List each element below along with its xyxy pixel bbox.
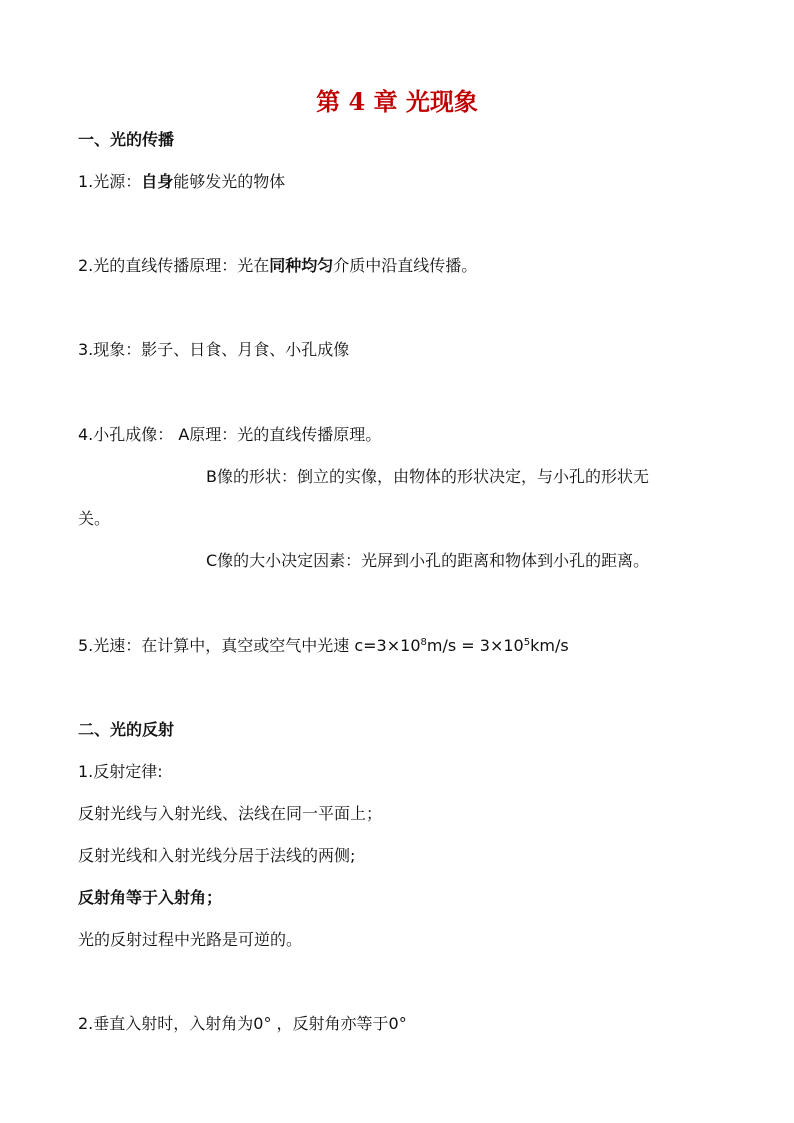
s2-law1: 反射光线与入射光线、法线在同一平面上； bbox=[78, 804, 383, 823]
s1-item4-b: B像的形状：倒立的实像，由物体的形状决定，与小孔的形状无 bbox=[206, 467, 649, 486]
s1-item4-b-cont: 关。 bbox=[78, 509, 111, 528]
s1-item2-bold: 同种均匀 bbox=[269, 256, 334, 275]
s1-item5-mid: m/s = 3×10 bbox=[426, 636, 524, 655]
section1-heading: 一、光的传播 bbox=[78, 130, 175, 149]
s1-item4-c: C像的大小决定因素：光屏到小孔的距离和物体到小孔的距离。 bbox=[206, 551, 650, 570]
s1-item3: 3.现象：影子、日食、月食、小孔成像 bbox=[78, 340, 350, 359]
s1-item1 bbox=[78, 172, 285, 192]
s2-law3: 反射角等于入射角； bbox=[78, 888, 223, 907]
s2-item2: 2.垂直入射时，入射角为0° ，反射角亦等于0° bbox=[78, 1014, 407, 1033]
s1-item2-prefix: 2.光的直线传播原理：光在 bbox=[78, 256, 270, 275]
s1-item5-unit: km/s bbox=[530, 636, 569, 655]
s1-item5 bbox=[78, 636, 569, 656]
s1-item1-rest: 能够发光的物体 bbox=[173, 172, 286, 191]
s1-item5-exp1: 8 bbox=[420, 637, 427, 648]
chapter-title: 第 4 章 光现象 bbox=[316, 87, 478, 116]
s1-item5-exp2: 5 bbox=[523, 637, 531, 648]
s1-item4-a: 4.小孔成像： A原理：光的直线传播原理。 bbox=[78, 425, 382, 444]
s1-item1-prefix: 1.光源： bbox=[78, 172, 142, 191]
s1-item2-rest: 介质中沿直线传播。 bbox=[333, 256, 478, 275]
section2-heading: 二、光的反射 bbox=[78, 720, 175, 739]
s2-law2: 反射光线和入射光线分居于法线的两侧; bbox=[78, 846, 356, 865]
s2-law4: 光的反射过程中光路是可逆的。 bbox=[78, 930, 303, 949]
s1-item1-bold: 自身 bbox=[141, 172, 174, 191]
s1-item2 bbox=[78, 256, 477, 276]
s1-item5-pre: 5.光速：在计算中，真空或空气中光速 c=3×10 bbox=[78, 636, 421, 655]
s2-item1: 1.反射定律: bbox=[78, 762, 163, 781]
